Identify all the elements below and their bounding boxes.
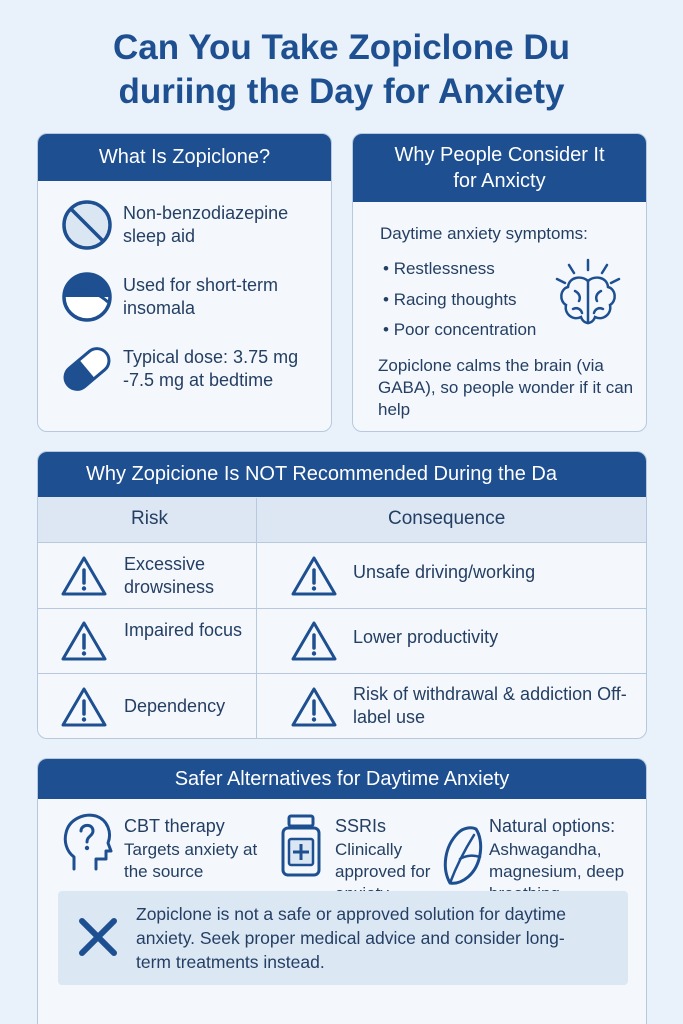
consequence-cell: Risk of withdrawal & addiction Off-label use bbox=[353, 684, 627, 727]
what-is-card bbox=[37, 133, 332, 432]
risk-cell: Dependency bbox=[124, 696, 226, 716]
consequence-cell: Unsafe driving/working bbox=[353, 562, 536, 582]
not-recommended-heading: Why Zopicione Is NOT Recommended During the Da bbox=[38, 452, 646, 497]
no-sign-icon bbox=[60, 198, 114, 252]
alt-desc-ssris: Clinically approved for bbox=[335, 840, 431, 881]
head-question-icon bbox=[60, 811, 114, 873]
warning-icon bbox=[290, 620, 338, 662]
title-line-1: Can You Take Zopiclone Du bbox=[113, 28, 570, 67]
consequence-column-header: Consequence bbox=[388, 508, 506, 529]
alt-desc-cbt: Targets anxiety at the source bbox=[124, 840, 258, 881]
why-consider-heading: Why People Consider It for Anxicty bbox=[353, 134, 646, 202]
capsule-icon bbox=[58, 340, 116, 398]
warning-note bbox=[58, 891, 628, 985]
title-line-2: duriing the Day for Anxiety bbox=[118, 72, 565, 111]
warning-icon bbox=[290, 686, 338, 728]
alternatives-heading: Safer Alternatives for Daytime Anxiety bbox=[38, 759, 646, 799]
what-is-heading: What Is Zopiclone? bbox=[38, 134, 331, 181]
symptom-item: • Racing thoughts bbox=[383, 290, 517, 309]
symptoms-intro: Daytime anxiety symptoms: bbox=[380, 224, 588, 243]
risk-cell: Excessive drowsiness bbox=[124, 554, 215, 597]
alt-desc-natural: Ashwagandha, magnesium, deep bbox=[489, 840, 625, 881]
why-consider-card bbox=[352, 133, 647, 432]
page-title bbox=[0, 26, 683, 114]
alternatives-card bbox=[37, 758, 647, 1024]
not-recommended-card bbox=[37, 451, 647, 739]
risk-column-header: Risk bbox=[131, 508, 168, 529]
consequence-cell: Lower productivity bbox=[353, 627, 499, 647]
symptom-label: Racing thoughts bbox=[393, 290, 517, 309]
why-consider-summary: Zopiclone calms the brain (via GABA), so people wonder if it can help bbox=[378, 356, 634, 419]
warning-icon bbox=[60, 620, 108, 662]
brain-icon bbox=[551, 257, 625, 333]
table-header bbox=[38, 497, 646, 542]
alt-title-natural: Natural options: bbox=[489, 816, 616, 836]
alt-title-ssris: SSRIs bbox=[335, 816, 387, 836]
warning-icon bbox=[60, 555, 108, 597]
x-mark-icon bbox=[76, 915, 120, 959]
warning-icon bbox=[290, 555, 338, 597]
risk-cell: Impaired focus bbox=[124, 620, 243, 640]
symptom-label: Poor concentration bbox=[393, 320, 537, 339]
warning-text: Zopiclone is not a safe or approved solution for daytime anxiety. Seek proper medical advice and consider long-term treatments instead. bbox=[136, 904, 566, 972]
table-row bbox=[38, 608, 646, 673]
symptom-label: Restlessness bbox=[393, 259, 495, 278]
symptom-item: • Restlessness bbox=[383, 259, 495, 278]
leaf-icon bbox=[440, 825, 486, 889]
column-divider bbox=[256, 498, 257, 738]
what-is-item-3: Typical dose: 3.75 mg -7.5 mg at bedtime bbox=[123, 347, 299, 390]
table-row bbox=[38, 542, 646, 608]
what-is-item-1: Non-benzodiazepine sleep aid bbox=[123, 203, 289, 246]
pill-bottle-icon bbox=[279, 813, 323, 879]
alt-title-cbt: CBT therapy bbox=[124, 816, 225, 836]
what-is-item-2: Used for short-term insomala bbox=[123, 275, 279, 318]
warning-icon bbox=[60, 686, 108, 728]
symptom-item: • Poor concentration bbox=[383, 320, 537, 339]
table-row bbox=[38, 673, 646, 739]
half-moon-icon bbox=[60, 270, 114, 324]
